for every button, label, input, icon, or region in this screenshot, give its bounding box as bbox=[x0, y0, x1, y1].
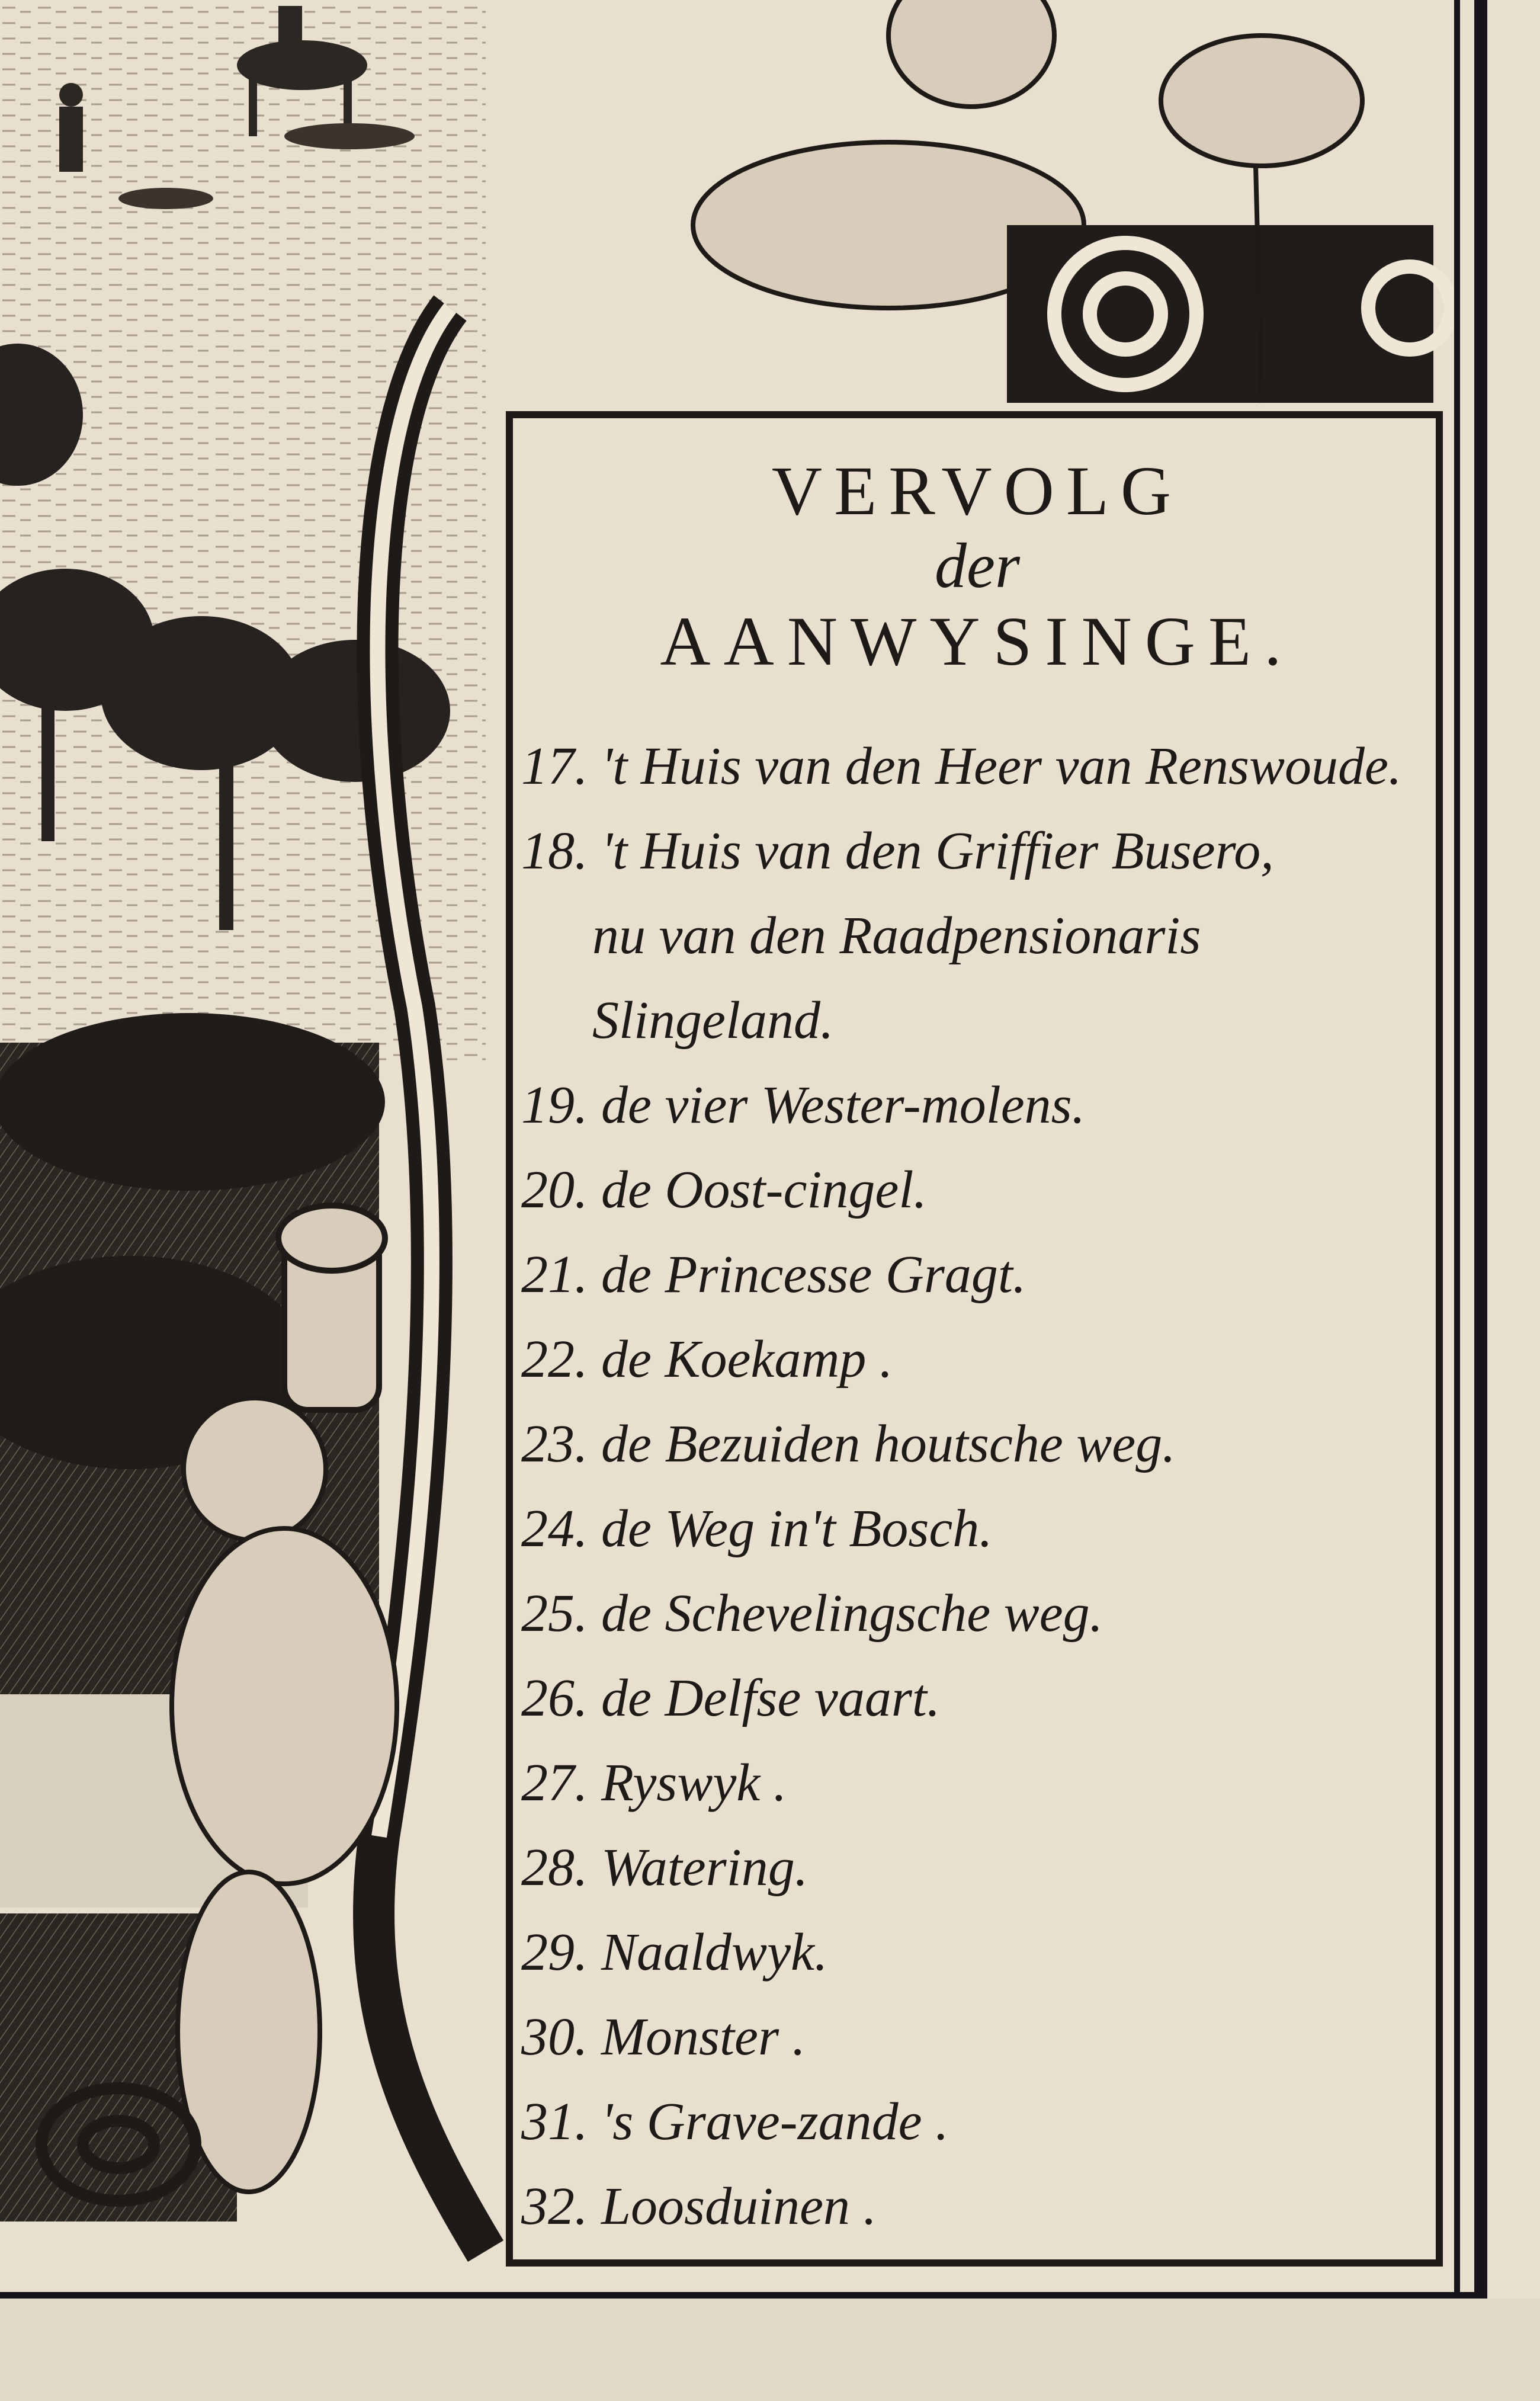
legend-entry-continuation: Slingeland. bbox=[592, 991, 834, 1050]
legend-entry: 21. de Princesse Gragt. bbox=[521, 1245, 1026, 1304]
legend-entry: 23. de Bezuiden houtsche weg. bbox=[521, 1415, 1176, 1473]
legend-cartouche bbox=[521, 432, 1433, 2257]
legend-heading bbox=[521, 452, 1433, 680]
legend-entry: 17. 't Huis van den Heer van Renswoude. bbox=[521, 737, 1402, 796]
heading-line-der: der bbox=[935, 531, 1020, 601]
legend-entry: 31. 's Grave-zande . bbox=[521, 2092, 949, 2151]
legend-entry: 27. Ryswyk . bbox=[521, 1754, 787, 1812]
rolled-scroll bbox=[278, 1206, 385, 1410]
legend-entry: 30. Monster . bbox=[521, 2008, 806, 2066]
legend-entry: 22. de Koekamp . bbox=[521, 1330, 893, 1389]
heading-line-aanwysinge: AANWYSINGE. bbox=[660, 602, 1295, 680]
legend-entry: 19. de vier Wester-molens. bbox=[521, 1076, 1086, 1134]
legend-entry: 28. Watering. bbox=[521, 1838, 808, 1897]
legend-entry-continuation: nu van den Raadpensionaris bbox=[592, 906, 1201, 965]
legend-entry: 29. Naaldwyk. bbox=[521, 1923, 828, 1982]
heading-line-vervolg: VERVOLG bbox=[771, 452, 1183, 530]
legend-entry: 26. de Delfse vaart. bbox=[521, 1669, 941, 1727]
legend-entry: 25. de Schevelingsche weg. bbox=[521, 1584, 1103, 1643]
legend-entries bbox=[521, 724, 1433, 2249]
legend-entry: 18. 't Huis van den Griffier Busero, bbox=[521, 822, 1274, 880]
legend-entry: 32. Loosduinen . bbox=[521, 2177, 877, 2236]
legend-entry: 20. de Oost-cingel. bbox=[521, 1161, 927, 1219]
legend-entry: 24. de Weg in't Bosch. bbox=[521, 1499, 993, 1558]
